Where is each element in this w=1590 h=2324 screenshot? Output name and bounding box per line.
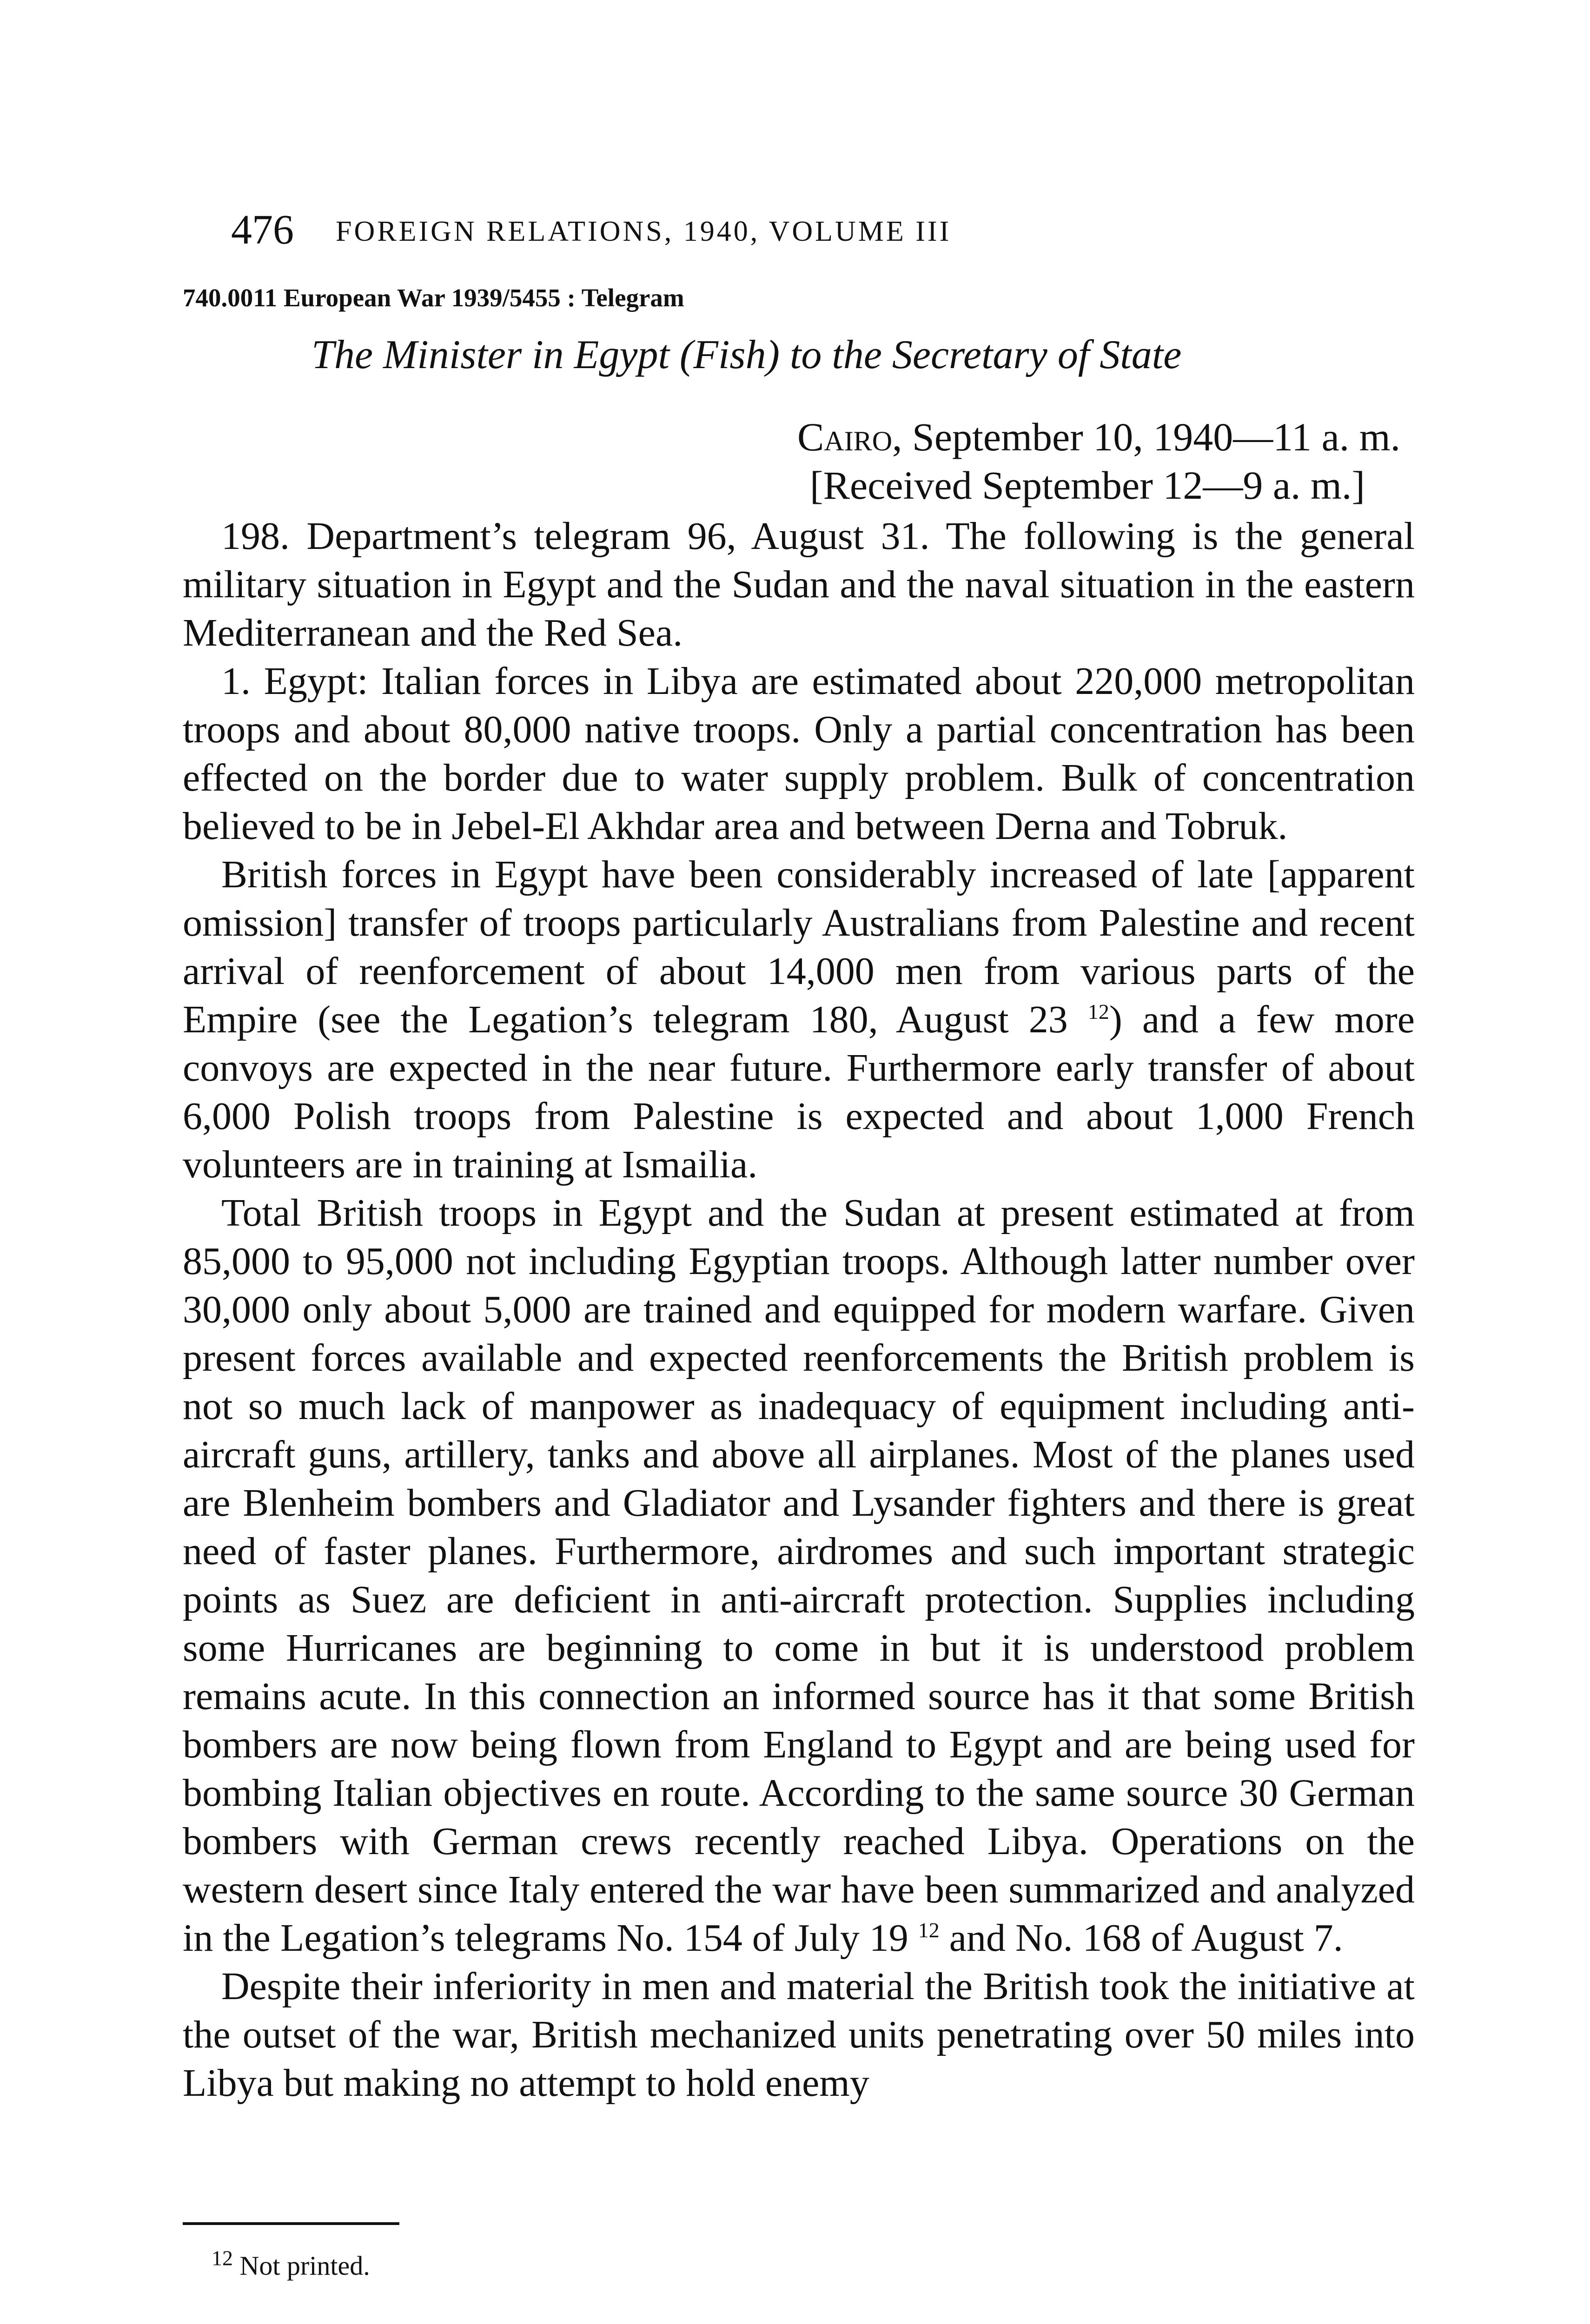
paragraph-3-text-b: ) and a few more convoys are expected in the near future. Furthermore early transfer of about 6,000 Polish troops from Palestine is expected and about 1,000 French volunteers are in training at Ismailia.	[183, 998, 1415, 1186]
paragraph-4	[183, 1189, 1415, 1962]
dateline	[797, 413, 1400, 461]
footnote-ref-1: 12	[1087, 1000, 1109, 1023]
paragraph-4-text-a: Total British troops in Egypt and the Sudan at present estimated at from 85,000 to 95,000 not including Egyptian troops. Although latter number over 30,000 only about 5,000 are trained and equipped for modern warfare. Given present forces available and expected reenforcements the British problem is not so much lack of manpower as inadequacy of equipment including anti-aircraft guns, artillery, tanks and above all airplanes. Most of the planes used are Blenheim bombers and Gladiator and Lysander fighters and there is great need of faster planes. Furthermore, airdromes and such important strategic points as Suez are deficient in anti-aircraft protection. Supplies including some Hurricanes are beginning to come in but it is understood problem remains acute. In this connection an informed source has it that some British bombers are now being flown from England to Egypt and are being used for bombing Italian objectives en route. According to the same source 30 German bombers with German crews recently reached Libya. Operations on the western desert since Italy entered the war have been summarized and analyzed in the Legation’s telegrams No. 154 of July 19	[183, 1191, 1415, 1960]
page-number: 476	[231, 207, 294, 253]
footnote-text: Not printed.	[233, 2251, 370, 2281]
footnote-marker: 12	[212, 2246, 233, 2270]
paragraph-5: Despite their inferiority in men and material the British took the initiative at the outset of the war, British mechanized units penetrating over 50 miles into Libya but making no attempt to hold enemy	[183, 1965, 1415, 2105]
footnote	[212, 2245, 370, 2287]
received-line: [Received September 12—9 a. m.]	[810, 463, 1365, 508]
paragraph-2: 1. Egypt: Italian forces in Libya are estimated about 220,000 metropolitan troops and about 80,000 native troops. Only a partial concentration has been effected on the border due to water supply problem. Bulk of concentration believed to be in Jebel-El Akhdar area and between Derna and Tobruk.	[183, 660, 1415, 848]
dateline-date: , September 10, 1940—11 a. m.	[892, 415, 1401, 459]
paragraph-4-text-b: and No. 168 of August 7.	[939, 1916, 1343, 1960]
dateline-place: Cairo	[797, 415, 893, 459]
document-title: The Minister in Egypt (Fish) to the Secretary of State	[311, 332, 1182, 377]
footnote-ref-2: 12	[918, 1918, 940, 1942]
telegram-body	[183, 512, 1415, 2107]
page-header	[231, 205, 1440, 256]
running-head: FOREIGN RELATIONS, 1940, VOLUME III	[336, 216, 952, 247]
footnote-divider	[183, 2222, 399, 2225]
paragraph-3-text-a: British forces in Egypt have been considerably increased of late [apparent omission] transfer of troops particularly Australians from Palestine and recent arrival of reenforcement of about 14,000 men from various parts of the Empire (see the Legation’s telegram 180, August 23	[183, 853, 1415, 1041]
paragraph-1: 198. Department’s telegram 96, August 31. The following is the general military situation in Egypt and the Sudan and the naval situation in the eastern Mediterranean and the Red Sea.	[183, 515, 1415, 654]
paragraph-3	[183, 851, 1415, 1189]
file-reference: 740.0011 European War 1939/5455 : Telegram	[183, 284, 684, 312]
